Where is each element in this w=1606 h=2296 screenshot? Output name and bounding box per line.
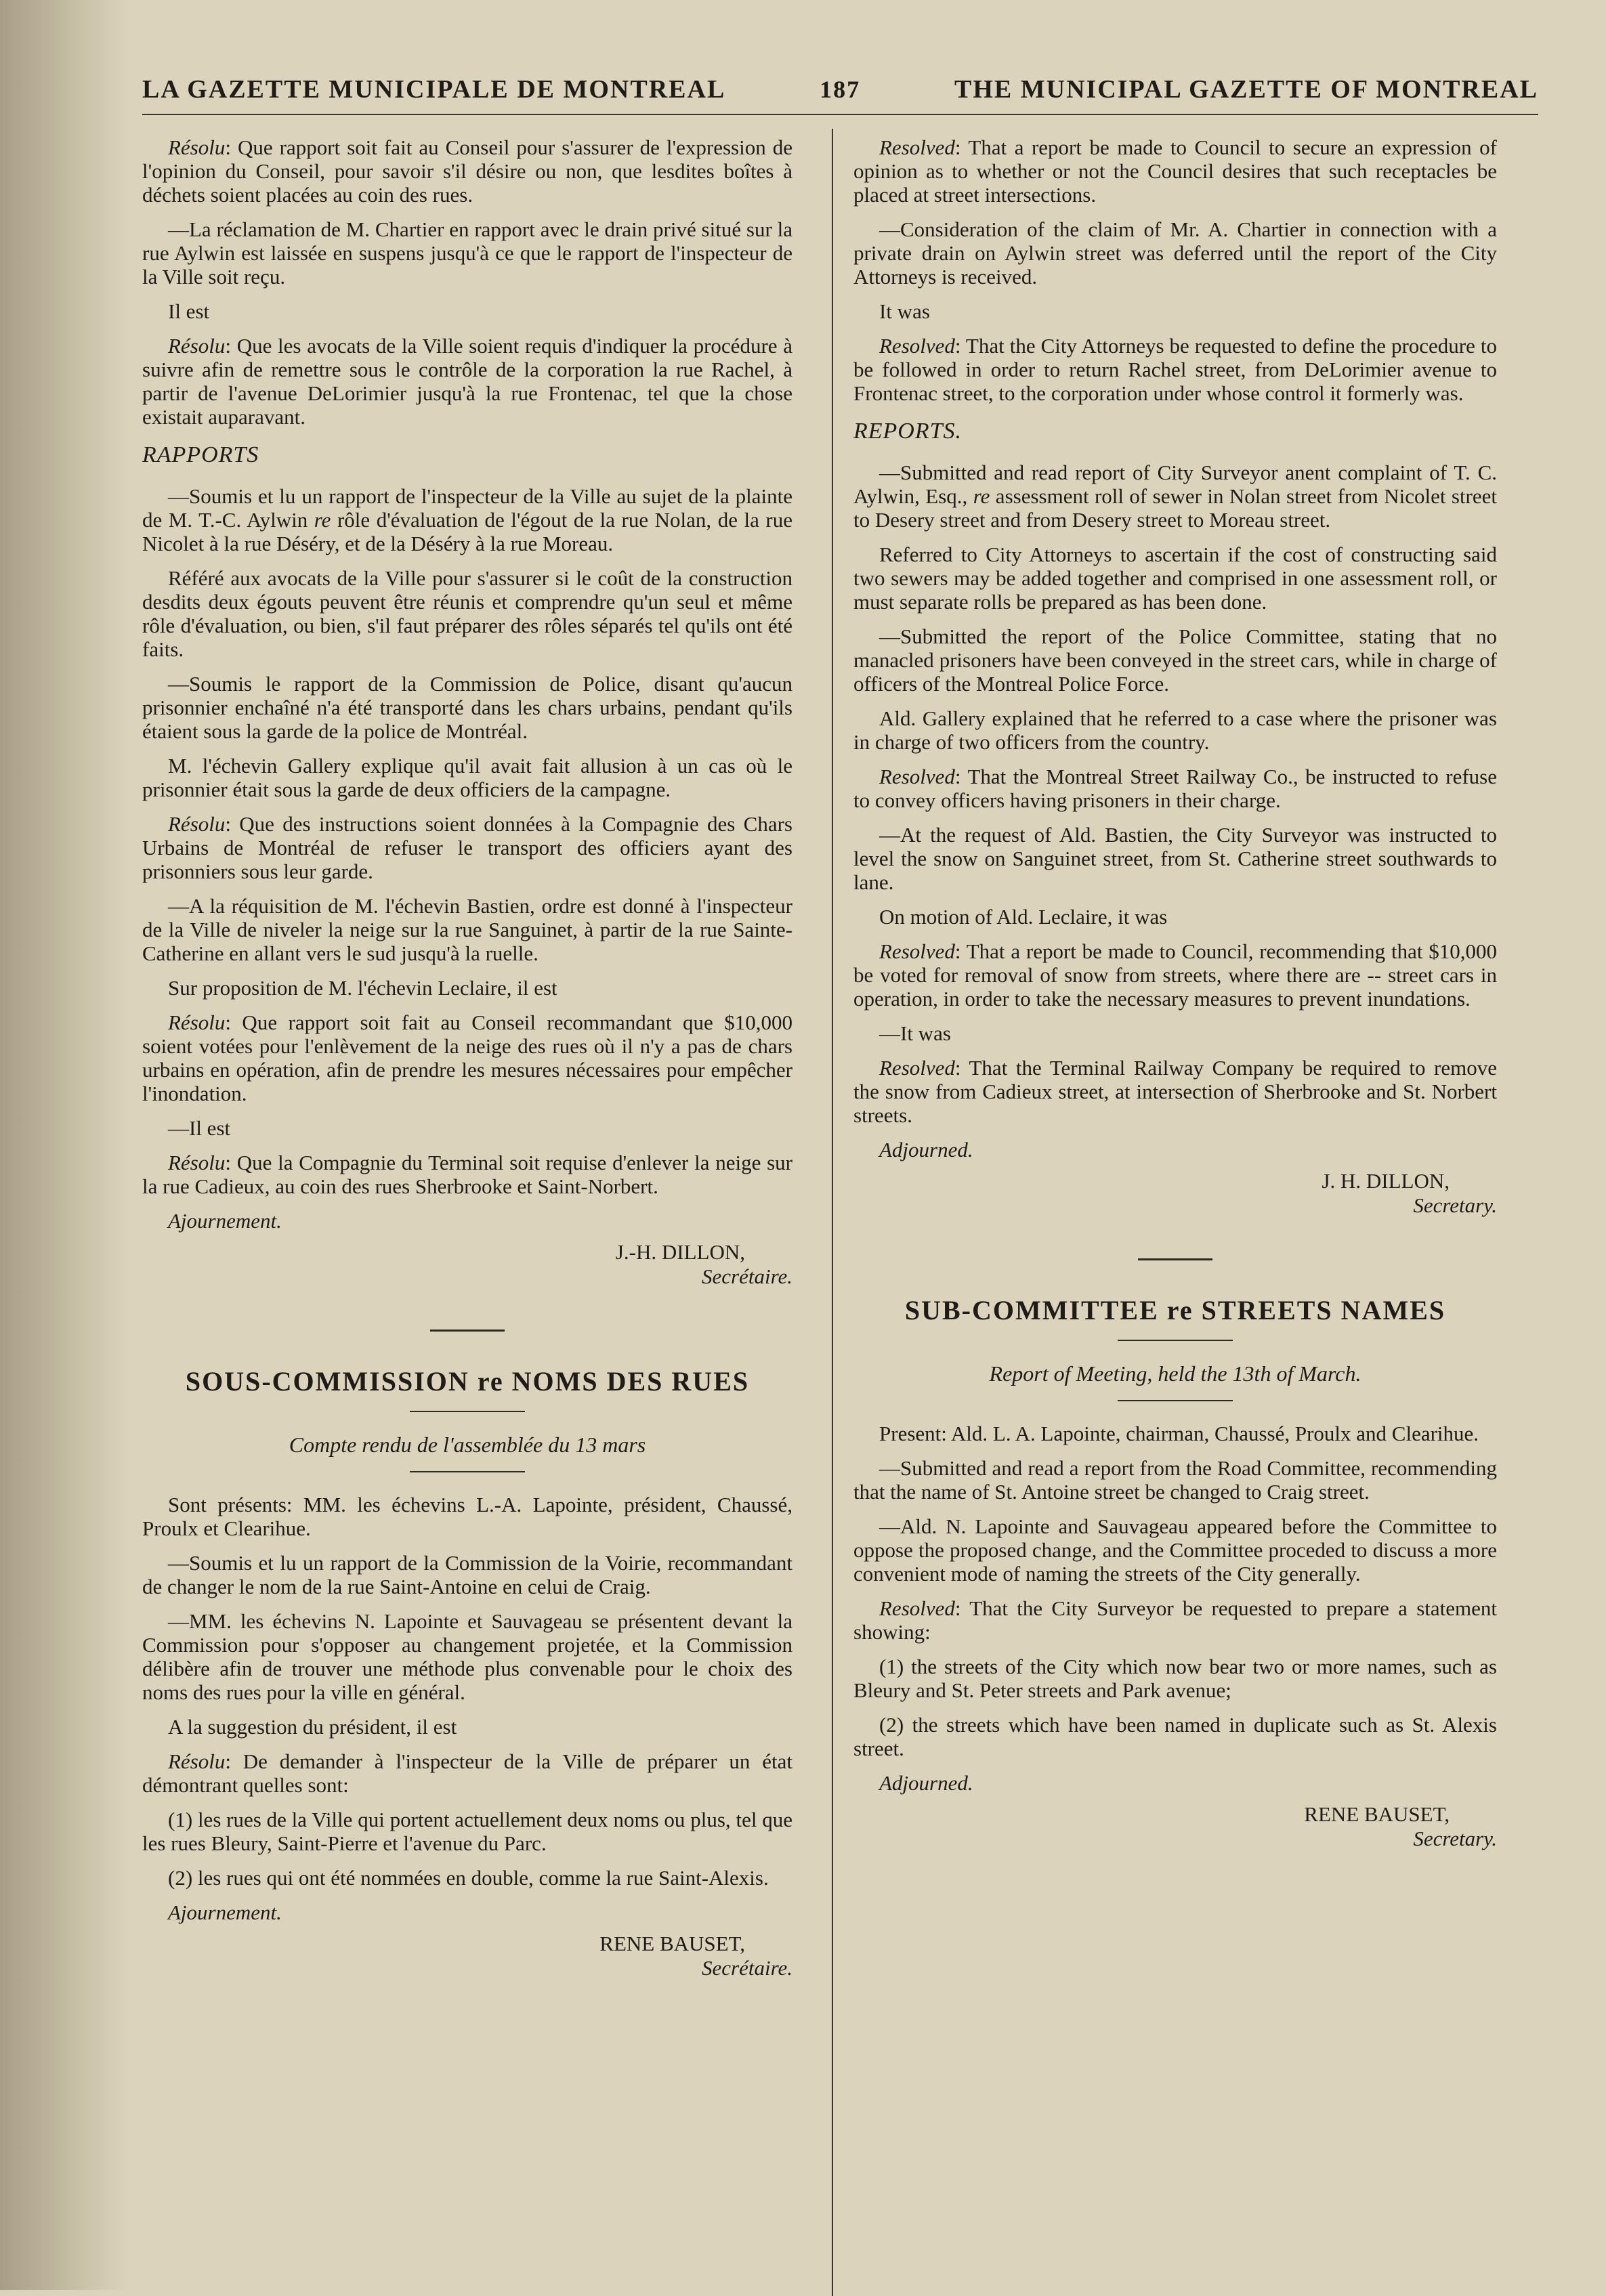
paragraph: (2) the streets which have been named in duplicate such as St. Alexis street.	[853, 1713, 1497, 1760]
paragraph: Resolved: That the Terminal Railway Company be required to remove the snow from Cadieux street, at intersection of Sherbrooke and St. Norbert streets.	[853, 1056, 1497, 1127]
paragraph: Resolved: That the City Surveyor be requested to prepare a statement showing:	[853, 1596, 1497, 1644]
paragraph: Present: Ald. L. A. Lapointe, chairman, Chaussé, Proulx and Clearihue.	[879, 1422, 1479, 1445]
paragraph: Résolu: Que la Compagnie du Terminal soit requise d'enlever la neige sur la rue Cadieux, au coin des rues Sherbrooke et Saint-Norbert.	[142, 1151, 793, 1198]
paragraph: On motion of Ald. Leclaire, it was	[879, 905, 1168, 929]
signature-title: Secretary.	[1413, 1827, 1497, 1850]
signature-name: RENE BAUSET,	[1304, 1802, 1450, 1826]
paragraph: Resolved: That a report be made to Council to secure an expression of opinion as to whether or not the Council desires that such receptacles be placed at street intersections.	[853, 135, 1497, 207]
signature	[853, 1169, 1497, 1218]
paragraph: A la suggestion du président, il est	[168, 1715, 457, 1739]
paragraph: —Submitted and read a report from the Road Committee, recommending that the name of St. Antoine street be changed to Craig street.	[853, 1456, 1497, 1504]
signature	[142, 1240, 793, 1289]
signature-name: J. H. DILLON,	[1322, 1169, 1450, 1193]
reports-heading: REPORTS.	[853, 419, 963, 444]
paragraph: M. l'échevin Gallery explique qu'il avait fait allusion à un cas où le prisonnier était sous la garde de deux officiers de la campagne.	[142, 754, 793, 801]
signature-title: Secrétaire.	[702, 1264, 793, 1288]
paragraph: Resolved: That a report be made to Council, recommending that $10,000 be voted for removal of snow from streets, where there are -- street cars in operation, in order to take the necessary measures to prevent inundations.	[853, 939, 1497, 1011]
adjournment: Ajournement.	[168, 1209, 282, 1233]
paragraph: —Ald. N. Lapointe and Sauvageau appeared before the Committee to oppose the proposed change, and the Committee proceded to discuss a more convenient mode of naming the streets of the City generally.	[853, 1514, 1497, 1586]
page-number: 187	[820, 76, 861, 103]
paragraph: Sont présents: MM. les échevins L.-A. Lapointe, président, Chaussé, Proulx et Clearihue.	[142, 1493, 793, 1540]
paragraph: Sur proposition de M. l'échevin Leclaire, il est	[168, 976, 557, 1000]
paragraph: Résolu: Que rapport soit fait au Conseil pour s'assurer de l'expression de l'opinion du Conseil, pour savoir s'il désire ou non, que lesdites boîtes à déchets soient placées au coin des rues.	[142, 135, 793, 207]
paragraph: Résolu: De demander à l'inspecteur de la Ville de préparer un état démontrant quelles sont:	[142, 1749, 793, 1797]
page-header	[142, 75, 1538, 115]
paragraph: It was	[879, 299, 930, 323]
paragraph: —Il est	[168, 1116, 231, 1140]
paragraph: —Submitted the report of the Police Committee, stating that no manacled prisoners have been conveyed in the street cars, while in charge of officers of the Montreal Police Force.	[853, 624, 1497, 696]
paragraph: Ald. Gallery explained that he referred to a case where the prisoner was in charge of two officers from the country.	[853, 706, 1497, 754]
subtitle-rule	[1118, 1400, 1233, 1401]
reports-heading: RAPPORTS	[142, 442, 259, 467]
adjournment: Adjourned.	[879, 1138, 973, 1162]
column-divider	[832, 129, 833, 2296]
paragraph: Referred to City Attorneys to ascertain if the cost of constructing said two sewers may be added together and comprised in one assessment roll, or must separate rolls be prepared as has been done.	[853, 543, 1497, 614]
paragraph: Référé aux avocats de la Ville pour s'assurer si le coût de la construction desdits deux égouts peuvent être réunis et comprendre qu'un seul et même rôle d'évaluation, ou bien, s'il faut préparer des rôles séparés tel qu'ils ont été faits.	[142, 566, 793, 661]
header-french-title: LA GAZETTE MUNICIPALE DE MONTREAL	[142, 75, 726, 104]
paragraph: (1) the streets of the City which now bear two or more names, such as Bleury and St. Peter streets and Park avenue;	[853, 1655, 1497, 1702]
paragraph: —It was	[879, 1021, 951, 1045]
title-rule	[1118, 1340, 1233, 1341]
section-subtitle: Report of Meeting, held the 13th of March.	[989, 1361, 1361, 1386]
paragraph: —Soumis le rapport de la Commission de Police, disant qu'aucun prisonnier enchaîné n'a été transporté dans les chars urbains, pendant qu'ils étaient sous la garde de la police de Montréal.	[142, 672, 793, 743]
signature	[142, 1932, 793, 1980]
section-subtitle: Compte rendu de l'assemblée du 13 mars	[289, 1432, 646, 1457]
title-rule	[410, 1411, 525, 1412]
paragraph: Résolu: Que les avocats de la Ville soient requis d'indiquer la procédure à suivre afin de remettre sous le contrôle de la corporation la rue Rachel, à partir de l'avenue DeLorimier jusqu'à la rue Frontenac, tel que la chose existait auparavant.	[142, 334, 793, 429]
signature	[853, 1802, 1497, 1851]
section-title: SOUS-COMMISSION re NOMS DES RUES	[185, 1366, 750, 1397]
subtitle-rule	[410, 1471, 525, 1472]
paragraph: —Soumis et lu un rapport de la Commission de la Voirie, recommandant de changer le nom de la rue Saint-Antoine en celui de Craig.	[142, 1551, 793, 1598]
columns	[142, 135, 1538, 1980]
signature-title: Secretary.	[1413, 1193, 1497, 1217]
paragraph: —Soumis et lu un rapport de l'inspecteur de la Ville au sujet de la plainte de M. T.-C. Aylwin re rôle d'évaluation de l'égout de la rue Nolan, de la rue Nicolet à la rue Déséry, et de la Déséry à la rue Moreau.	[142, 484, 793, 555]
section-rule	[430, 1330, 505, 1332]
signature-name: RENE BAUSET,	[599, 1932, 745, 1955]
paragraph: —At the request of Ald. Bastien, the City Surveyor was instructed to level the snow on Sanguinet street, from St. Catherine street southwards to lane.	[853, 823, 1497, 894]
paragraph: Résolu: Que rapport soit fait au Conseil recommandant que $10,000 soient votées pour l'enlèvement de la neige des rues où il n'y a pas de chars urbains en opération, afin de prendre les mesures nécessaires pour empêcher l'inondation.	[142, 1011, 793, 1105]
header-english-title: THE MUNICIPAL GAZETTE OF MONTREAL	[954, 75, 1538, 104]
english-column	[820, 135, 1497, 1980]
paragraph: Resolved: That the Montreal Street Railway Co., be instructed to refuse to convey officers having prisoners in their charge.	[853, 765, 1497, 812]
paragraph: —Consideration of the claim of Mr. A. Chartier in connection with a private drain on Aylwin street was deferred until the report of the City Attorneys is received.	[853, 217, 1497, 289]
paragraph: Il est	[168, 299, 210, 323]
french-column	[142, 135, 820, 1980]
adjournment: Adjourned.	[879, 1771, 973, 1795]
paragraph: Resolved: That the City Attorneys be requested to define the procedure to be followed in order to return Rachel street, from DeLorimier avenue to Frontenac street, to the corporation under whose control it formerly was.	[853, 334, 1497, 405]
signature-title: Secrétaire.	[702, 1956, 793, 1980]
paragraph: (1) les rues de la Ville qui portent actuellement deux noms ou plus, tel que les rues Bleury, Saint-Pierre et l'avenue du Parc.	[142, 1808, 793, 1855]
signature-name: J.-H. DILLON,	[615, 1240, 745, 1264]
paragraph: —Submitted and read report of City Surveyor anent complaint of T. C. Aylwin, Esq., re assessment roll of sewer in Nolan street from Nicolet street to Desery street and from Desery street to Moreau street.	[853, 461, 1498, 532]
section-rule	[1138, 1258, 1212, 1260]
paragraph: —A la réquisition de M. l'échevin Bastien, ordre est donné à l'inspecteur de la Ville de niveler la neige sur la rue Sanguinet, à partir de la rue Sainte-Catherine en allant vers le sud jusqu'à la ruelle.	[142, 894, 793, 965]
paragraph: Résolu: Que des instructions soient données à la Compagnie des Chars Urbains de Montréal de refuser le transport des officiers ayant des prisonniers sous leur garde.	[142, 812, 793, 883]
paragraph: (2) les rues qui ont été nommées en double, comme la rue Saint-Alexis.	[168, 1866, 769, 1890]
adjournment: Ajournement.	[168, 1900, 282, 1924]
paragraph: —La réclamation de M. Chartier en rapport avec le drain privé situé sur la rue Aylwin est laissée en suspens jusqu'à ce que le rapport de l'inspecteur de la Ville soit reçu.	[142, 217, 793, 289]
paragraph: —MM. les échevins N. Lapointe et Sauvageau se présentent devant la Commission pour s'opposer au changement projetée, et la Commission délibère afin de trouver une méthode plus convenable pour le choix des noms des rues pour la ville en général.	[142, 1609, 793, 1704]
section-title: SUB-COMMITTEE re STREETS NAMES	[904, 1295, 1446, 1325]
